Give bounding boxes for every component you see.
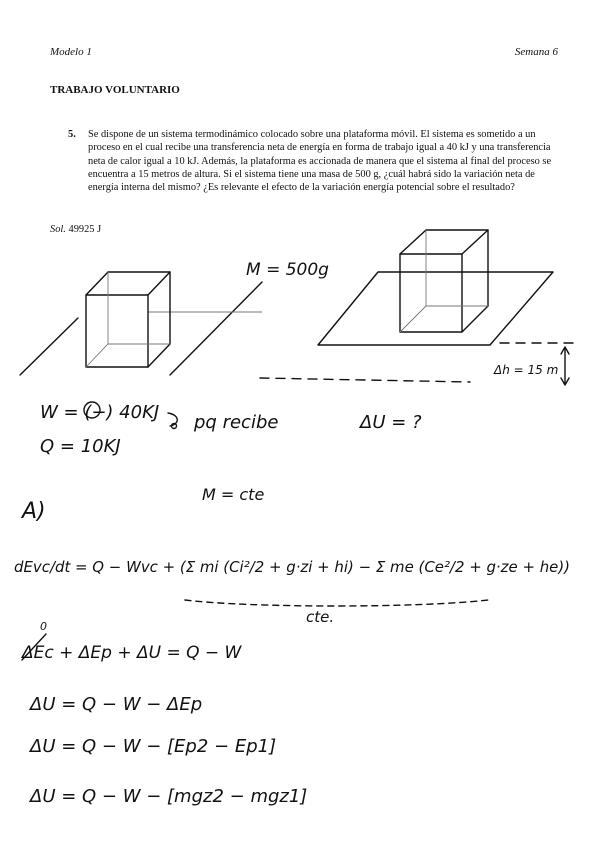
- equation-1: ΔEc + ΔEp + ΔU = Q − W: [22, 643, 242, 663]
- solution-label: Sol.: [50, 224, 66, 235]
- left-platform-sketch: [20, 282, 262, 375]
- left-cube-sketch: [86, 272, 170, 367]
- height-label: Δh = 15 m: [494, 363, 559, 377]
- heat-value: Q = 10KJ: [40, 436, 121, 457]
- problem-text: Se dispone de un sistema termodinámico colocado sobre una plataforma móvil. El sistema es sometido a un proceso en el cual recibe una transferencia neta de energía en forma de trabajo igual a 40 kJ y una transferencia neta de calor igual a 10 kJ. Además, la plataforma es accionada de manera que el sistema al final del proceso se encuentra a 15 metros de altura. Si el sistema tiene una masa de 500 g, ¿cuál habrá sido la variación neta de energía interna del mismo? ¿Es relevante el efecto de la variación energía potencial sobre el resultado?: [88, 129, 552, 194]
- mass-label: M = 500g: [246, 260, 329, 280]
- page-title: TRABAJO VOLUNTARIO: [50, 84, 180, 96]
- header-week: Semana 6: [514, 46, 558, 58]
- underbrace-line: [185, 600, 488, 606]
- equation-4: ΔU = Q − W − [mgz2 − mgz1]: [30, 786, 308, 807]
- cte-label: cte.: [306, 608, 335, 626]
- problem-number: 5.: [68, 129, 76, 140]
- energy-balance-equation: dEvc/dt = Q − Wvc + (Σ mi (Ci²/2 + g·zi + hi) − Σ me (Ce²/2 + g·ze + he)): [14, 558, 570, 576]
- zero-mark: 0: [40, 620, 47, 633]
- part-label: A): [22, 499, 46, 524]
- mass-constant: M = cte: [202, 485, 265, 504]
- header-model: Modelo 1: [50, 46, 92, 58]
- unknown-label: ΔU = ?: [360, 412, 422, 433]
- work-note: pq recibe: [194, 412, 279, 433]
- right-platform-sketch: [318, 272, 553, 345]
- work-value: W = (−) 40KJ: [40, 402, 160, 423]
- equation-3: ΔU = Q − W − [Ep2 − Ep1]: [30, 736, 277, 757]
- equation-2: ΔU = Q − W − ΔEp: [30, 694, 203, 715]
- solution-value: 49925 J: [68, 224, 102, 235]
- right-cube-sketch: [400, 230, 488, 332]
